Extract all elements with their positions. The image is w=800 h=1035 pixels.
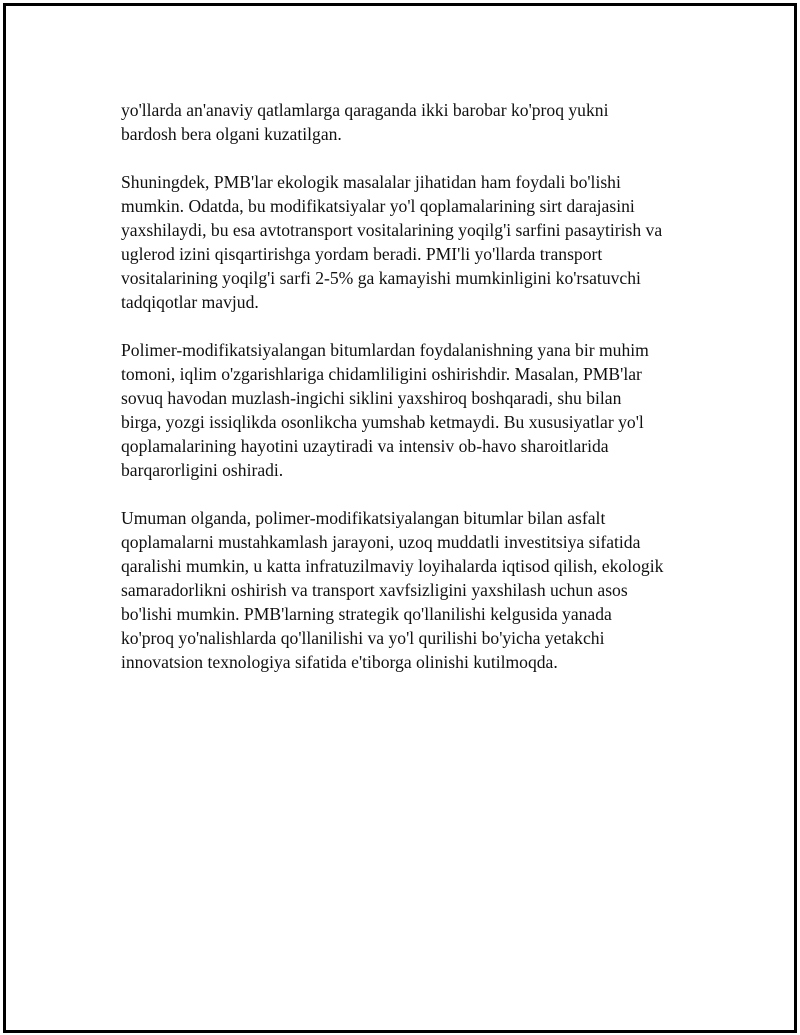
text-line: yo'llarda an'anaviy qatlamlarga qaraganda ikki barobar ko'proq yukni	[121, 100, 609, 120]
text-line: qaralishi mumkin, u katta infratuzilmaviy loyihalarda iqtisod qilish, ekologik	[121, 556, 664, 576]
text-line: Shuningdek, PMB'lar ekologik masalalar jihatidan ham foydali bo'lishi	[121, 172, 621, 192]
paragraph-3	[121, 338, 696, 482]
text-line: uglerod izini qisqartirishga yordam beradi. PMI'li yo'llarda transport	[121, 244, 603, 264]
text-line: samaradorlikni oshirish va transport xavfsizligini yaxshilash uchun asos	[121, 580, 628, 600]
text-line: qoplamalarni mustahkamlash jarayoni, uzoq muddatli investitsiya sifatida	[121, 532, 641, 552]
text-line: Umuman olganda, polimer-modifikatsiyalangan bitumlar bilan asfalt	[121, 508, 606, 528]
text-line: bo'lishi mumkin. PMB'larning strategik qo'llanilishi kelgusida yanada	[121, 604, 612, 624]
text-line: innovatsion texnologiya sifatida e'tiborga olinishi kutilmoqda.	[121, 652, 558, 672]
text-line: yaxshilaydi, bu esa avtotransport vositalarining yoqilg'i sarfini pasaytirish va	[121, 220, 663, 240]
text-line: tadqiqotlar mavjud.	[121, 292, 259, 312]
text-line: bardosh bera olgani kuzatilgan.	[121, 124, 342, 144]
text-line: birga, yozgi issiqlikda osonlikcha yumshab ketmaydi. Bu xususiyatlar yo'l	[121, 412, 644, 432]
paragraph-4	[121, 506, 696, 674]
document-body	[121, 98, 696, 698]
page-frame	[3, 3, 797, 1033]
paragraph-1	[121, 98, 696, 146]
text-line: tomoni, iqlim o'zgarishlariga chidamliligini oshirishdir. Masalan, PMB'lar	[121, 364, 642, 384]
text-line: qoplamalarining hayotini uzaytiradi va intensiv ob-havo sharoitlarida	[121, 436, 609, 456]
paragraph-2	[121, 170, 696, 314]
text-line: vositalarining yoqilg'i sarfi 2-5% ga kamayishi mumkinligini ko'rsatuvchi	[121, 268, 641, 288]
text-line: sovuq havodan muzlash-ingichi siklini yaxshiroq boshqaradi, shu bilan	[121, 388, 622, 408]
text-line: mumkin. Odatda, bu modifikatsiyalar yo'l qoplamalarining sirt darajasini	[121, 196, 635, 216]
text-line: ko'proq yo'nalishlarda qo'llanilishi va yo'l qurilishi bo'yicha yetakchi	[121, 628, 605, 648]
text-line: barqarorligini oshiradi.	[121, 460, 284, 480]
text-line: Polimer-modifikatsiyalangan bitumlardan foydalanishning yana bir muhim	[121, 340, 649, 360]
